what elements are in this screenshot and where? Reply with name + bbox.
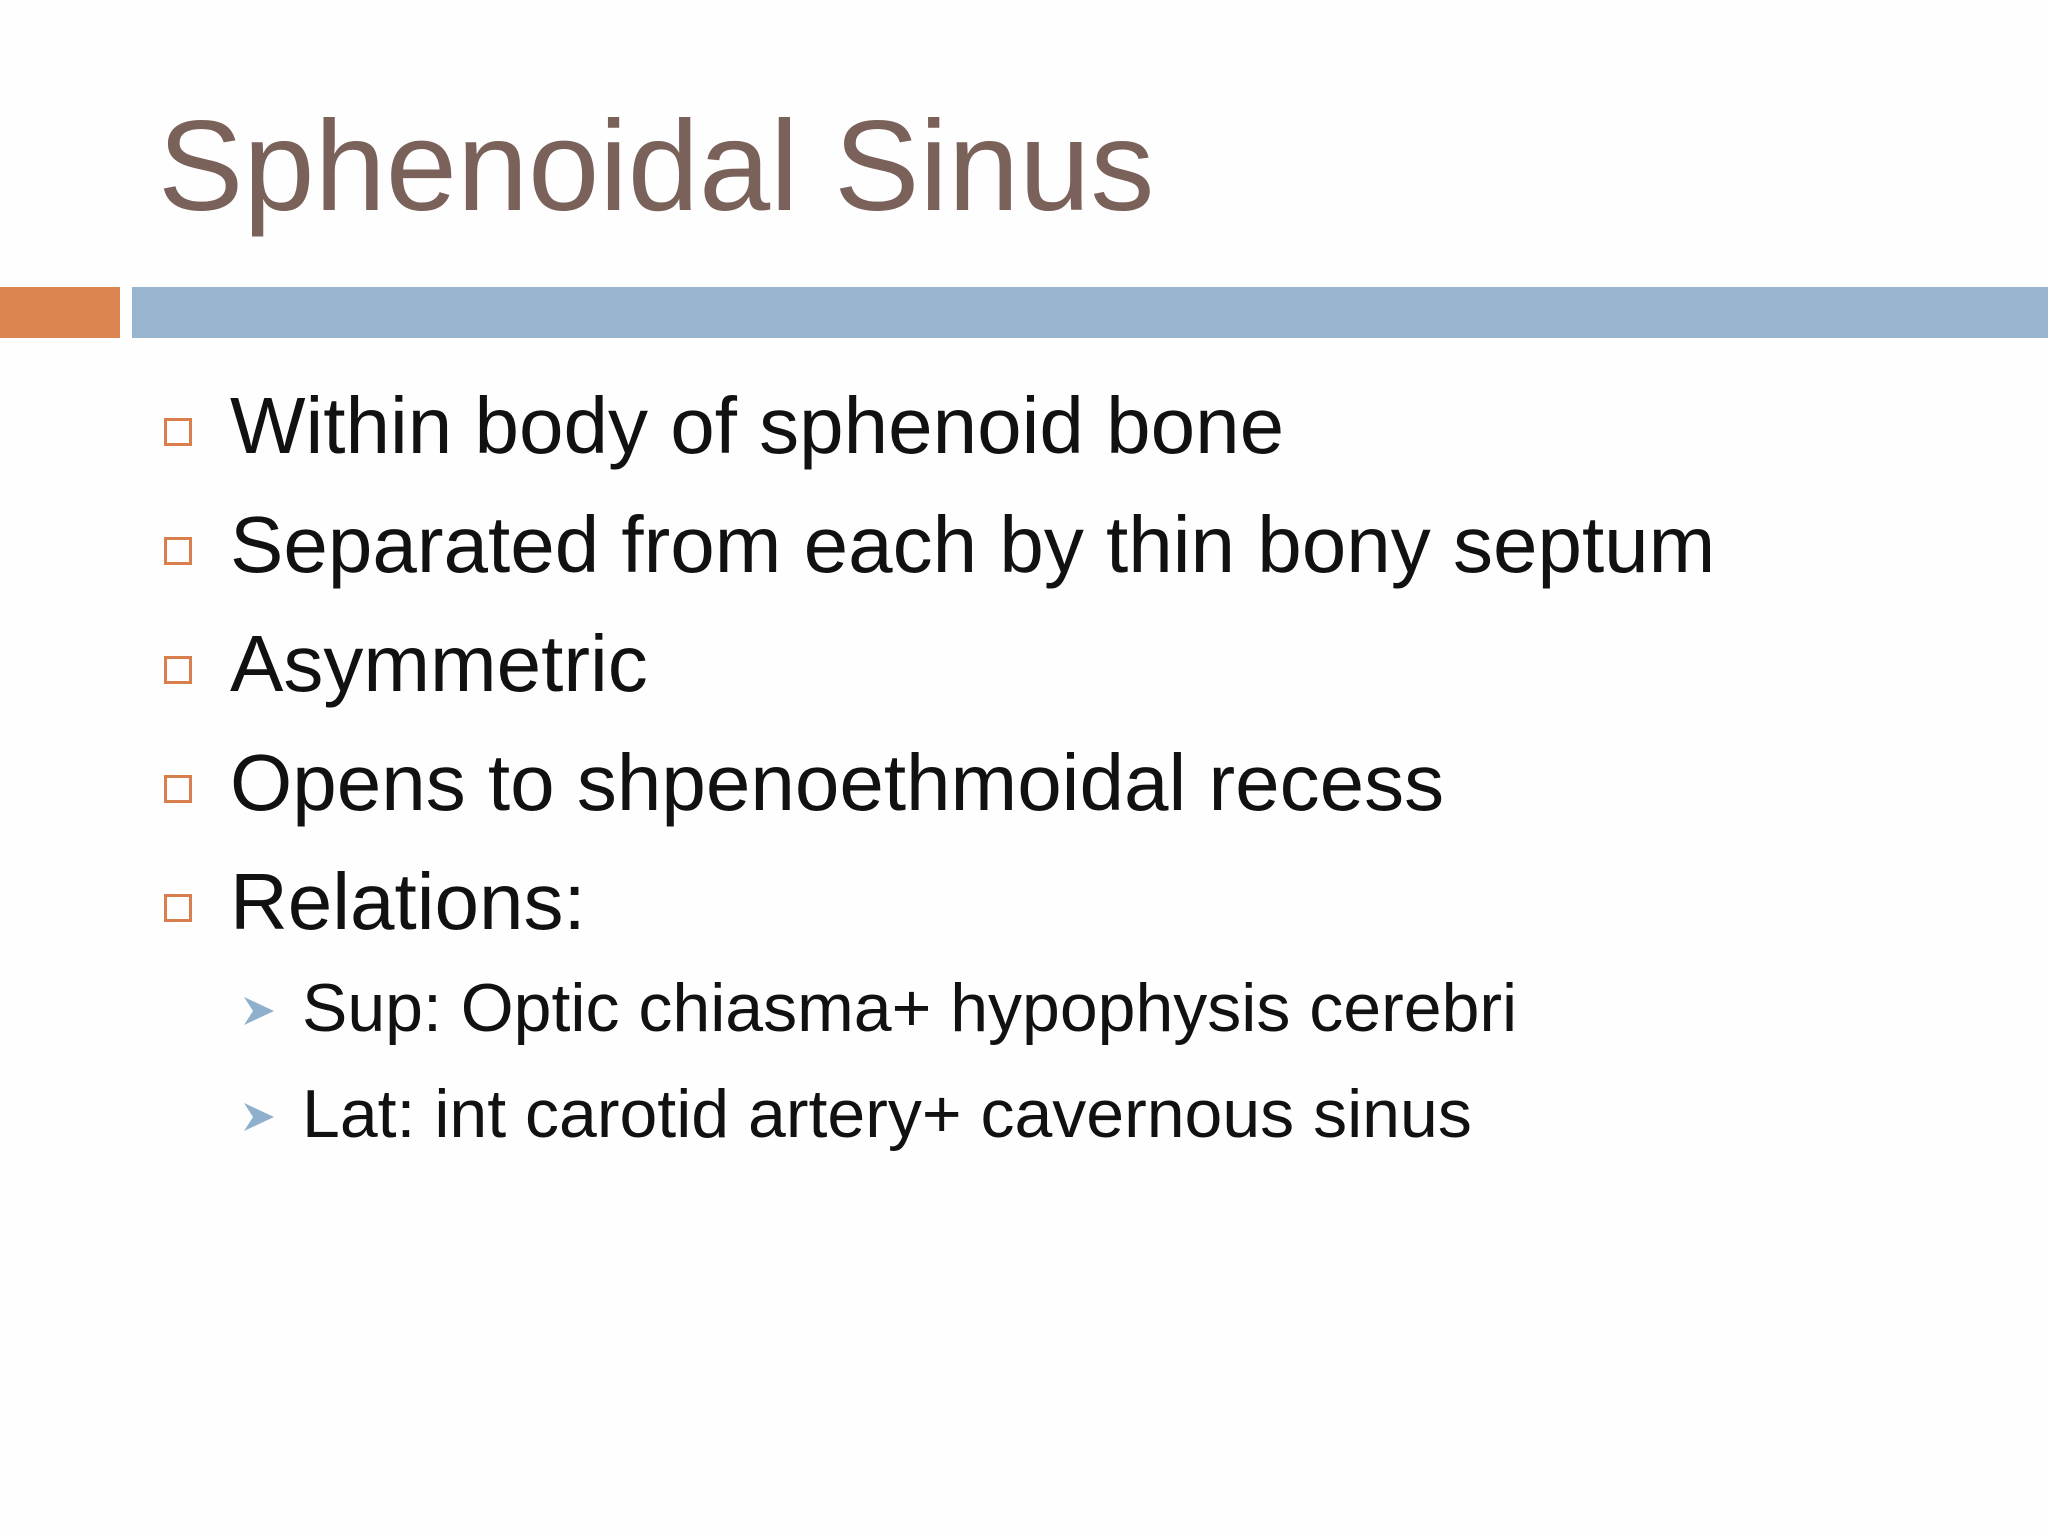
bullet-text: Within body of sphenoid bone (230, 381, 1285, 470)
sub-bullet-list (240, 956, 2020, 1168)
hollow-square-icon (164, 775, 192, 803)
sub-bullet-item (240, 956, 2020, 1062)
bullet-item (160, 364, 2020, 483)
bullet-text: Asymmetric (230, 619, 648, 708)
bullet-item (160, 840, 2020, 959)
bullet-item (160, 483, 2020, 602)
bullet-list (160, 364, 2020, 959)
hollow-square-icon (164, 894, 192, 922)
bullet-text: Separated from each by thin bony septum (230, 500, 1716, 589)
sub-bullet-item (240, 1062, 2020, 1168)
hollow-square-icon (164, 418, 192, 446)
sub-bullet-text: Sup: Optic chiasma+ hypophysis cerebri (302, 970, 1518, 1046)
sub-bullet-text: Lat: int carotid artery+ cavernous sinus (302, 1076, 1472, 1152)
bullet-item (160, 721, 2020, 840)
bullet-text: Relations: (230, 857, 586, 946)
hollow-square-icon (164, 537, 192, 565)
slide-title: Sphenoidal Sinus (158, 95, 1155, 238)
arrowhead-icon (242, 1100, 276, 1134)
bullet-item (160, 602, 2020, 721)
bullet-text: Opens to shpenoethmoidal recess (230, 738, 1445, 827)
accent-bar-blue (132, 287, 2048, 338)
accent-bar-orange (0, 287, 120, 338)
hollow-square-icon (164, 656, 192, 684)
arrowhead-icon (242, 994, 276, 1028)
